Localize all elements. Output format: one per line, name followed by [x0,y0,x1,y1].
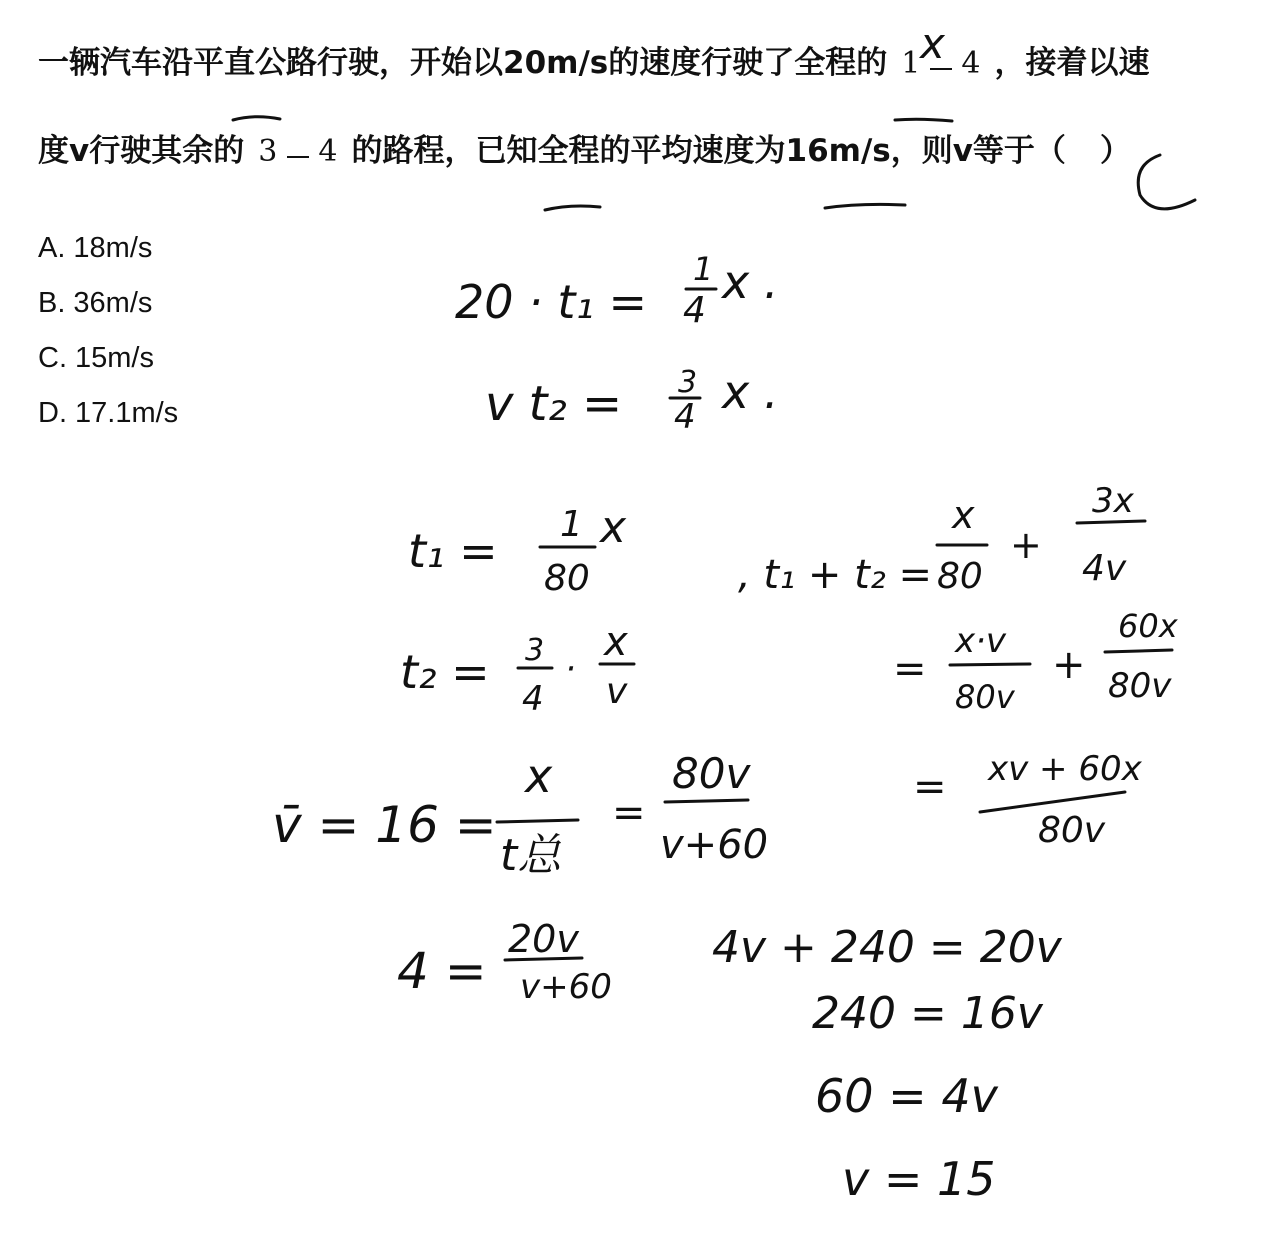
handwritten-solve-step-3: 60 = 4v [815,1069,998,1123]
handwritten-sum2-plus: + [1052,642,1086,688]
question-line-1-start: 一辆汽车沿平直公路行驶，开始以20m/s的速度行驶了全程的 [38,45,888,82]
option-letter: A. [38,232,66,264]
handwritten-t2-dot: · [565,649,576,689]
handwritten-marks [233,117,1195,960]
handwritten-eq1-x: x . [722,255,779,309]
handwritten-t2-lhs: t₂ = [400,645,490,699]
handwritten-sum-b-num: 3x [1092,481,1134,521]
handwritten-sum2-a-den: 80v [955,678,1015,716]
question-line-2-middle: 的路程，已知全程的平均速度为16m/s，则v等于（ [351,133,1066,170]
option-d [38,391,178,446]
handwritten-sum3-num: xv + 60x [988,749,1142,789]
underline-mark [825,204,905,208]
handwritten-sum-plus: + [1010,523,1042,567]
option-text: 15m/s [75,342,154,374]
question-line-2 [38,133,1131,170]
handwritten-sum2-b-num: 60x [1118,607,1178,645]
fraction-denominator: 4 [961,46,981,81]
option-text: 17.1m/s [75,397,179,429]
fraction-bar [505,958,582,960]
option-letter: C. [38,342,67,374]
handwritten-sum-lhs: , t₁ + t₂ = [738,552,933,598]
question-line-2-end: ） [1099,133,1131,170]
handwritten-eq1-lhs: 20 · t₁ = [455,275,648,329]
handwritten-four-lhs: 4 = [397,942,487,1000]
fraction-three-quarters [258,136,337,168]
handwritten-sum-a-num: x [952,493,975,537]
handwritten-avg-lhs: v̄ = 16 = [272,796,497,854]
option-c [38,336,178,391]
fraction-bar [497,820,578,822]
handwritten-sum2-eq: = [893,646,927,692]
fraction-bar [1077,521,1145,523]
option-letter: D. [38,397,67,429]
answer-circle-mark [1138,155,1195,209]
handwritten-eq2-x: x . [722,365,779,419]
handwritten-four-num: 20v [508,917,579,961]
handwritten-avg-b-den: v+60 [660,822,769,868]
handwritten-t1-num: 1 [560,504,583,545]
handwritten-sum2-a-num: x·v [955,621,1007,661]
handwritten-sum-b-den: 4v [1082,548,1127,589]
fraction-bar [980,792,1125,812]
underline-mark [233,117,280,120]
handwritten-solve-step-1: 4v + 240 = 20v [712,922,1062,973]
handwritten-sum3-eq: = [913,764,947,810]
handwritten-avg-a-den: t总 [500,830,562,881]
handwritten-x-label: x [920,19,945,68]
handwritten-eq2-den: 4 [674,397,696,437]
answer-options [38,226,178,446]
option-text: 36m/s [73,287,153,319]
handwritten-t2-a-den: 4 [522,679,544,719]
handwritten-eq2-lhs: v t₂ = [485,376,623,432]
handwritten-t2-a-num: 3 [525,633,545,668]
underline-mark [545,206,600,210]
option-letter: B. [38,287,66,319]
handwritten-avg-a-num: x [525,749,553,803]
underline-mark [895,119,952,121]
handwritten-sum2-b-den: 80v [1108,666,1172,706]
handwritten-sum3-den: 80v [1038,810,1106,851]
fraction-denominator: 4 [318,134,338,169]
handwritten-four-den: v+60 [520,967,612,1007]
fraction-numerator: 1 [901,46,921,81]
handwritten-eq1-num: 1 [693,250,714,288]
handwritten-sum-a-den: 80 [937,556,983,597]
fraction-one-quarter [901,48,980,80]
handwritten-eq1-den: 4 [683,290,706,331]
fraction-bar [950,664,1030,665]
handwritten-t2-b-num: x [604,619,628,665]
handwritten-t2-b-den: v [606,671,628,712]
fraction-bar [1105,650,1172,652]
question-line-1-end: ，接着以速 [994,45,1150,82]
option-b [38,281,178,336]
fraction-bar [287,156,309,158]
handwritten-avg-b-num: 80v [672,749,751,798]
option-a [38,226,178,281]
handwritten-solve-step-4: v = 15 [842,1152,996,1206]
handwritten-eq2-num: 3 [678,365,698,400]
handwritten-t1-x: x [600,502,627,553]
option-text: 18m/s [73,232,153,264]
question-line-1 [38,45,1150,82]
fraction-bar [930,68,952,70]
handwritten-avg-eq: = [612,790,646,836]
handwritten-t1-den: 80 [544,558,590,599]
fraction-bar [665,800,748,802]
question-line-2-start: 度v行驶其余的 [38,133,245,170]
handwritten-solve-step-2: 240 = 16v [812,988,1043,1039]
handwritten-t1-lhs: t₁ = [408,524,498,578]
fraction-numerator: 3 [258,134,278,169]
